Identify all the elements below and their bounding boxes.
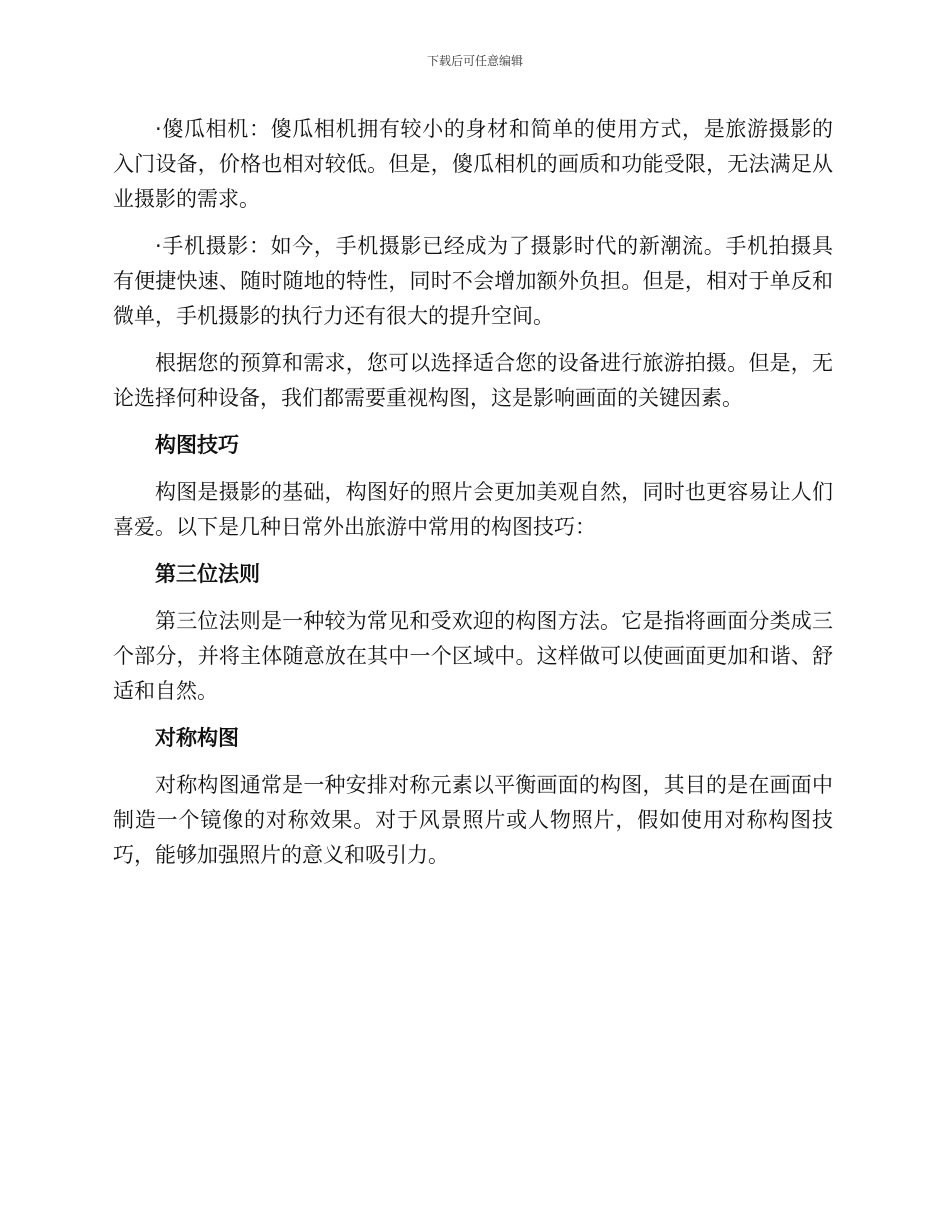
- paragraph-composition-intro: 构图是摄影的基础，构图好的照片会更加美观自然，同时也更容易让人们喜爱。以下是几种日常外出旅游中常用的构图技巧：: [113, 480, 833, 539]
- paragraph-point-and-shoot-camera: ·傻瓜相机：傻瓜相机拥有较小的身材和简单的使用方式，是旅游摄影的入门设备，价格也相对较低。但是，傻瓜相机的画质和功能受限，无法满足从业摄影的需求。: [113, 117, 833, 211]
- document-body: [113, 112, 833, 885]
- heading-rule-of-thirds: 第三位法则: [155, 562, 260, 586]
- heading-composition-tips: 构图技巧: [155, 433, 239, 457]
- heading-symmetric-composition: 对称构图: [155, 726, 239, 750]
- page-header: 下载后可任意编辑: [426, 54, 523, 68]
- paragraph-rule-of-thirds: 第三位法则是一种较为常见和受欢迎的构图方法。它是指将画面分类成三个部分，并将主体随意放在其中一个区域中。这样做可以使画面更加和谐、舒适和自然。: [113, 609, 833, 703]
- paragraph-symmetric-composition: 对称构图通常是一种安排对称元素以平衡画面的构图，其目的是在画面中制造一个镜像的对称效果。对于风景照片或人物照片，假如使用对称构图技巧，能够加强照片的意义和吸引力。: [113, 773, 833, 867]
- paragraph-phone-photography: ·手机摄影：如今，手机摄影已经成为了摄影时代的新潮流。手机拍摄具有便捷快速、随时随地的特性，同时不会增加额外负担。但是，相对于单反和微单，手机摄影的执行力还有很大的提升空间。: [113, 234, 833, 328]
- paragraph-device-choice: 根据您的预算和需求，您可以选择适合您的设备进行旅游拍摄。但是，无论选择何种设备，我们都需要重视构图，这是影响画面的关键因素。: [113, 351, 833, 410]
